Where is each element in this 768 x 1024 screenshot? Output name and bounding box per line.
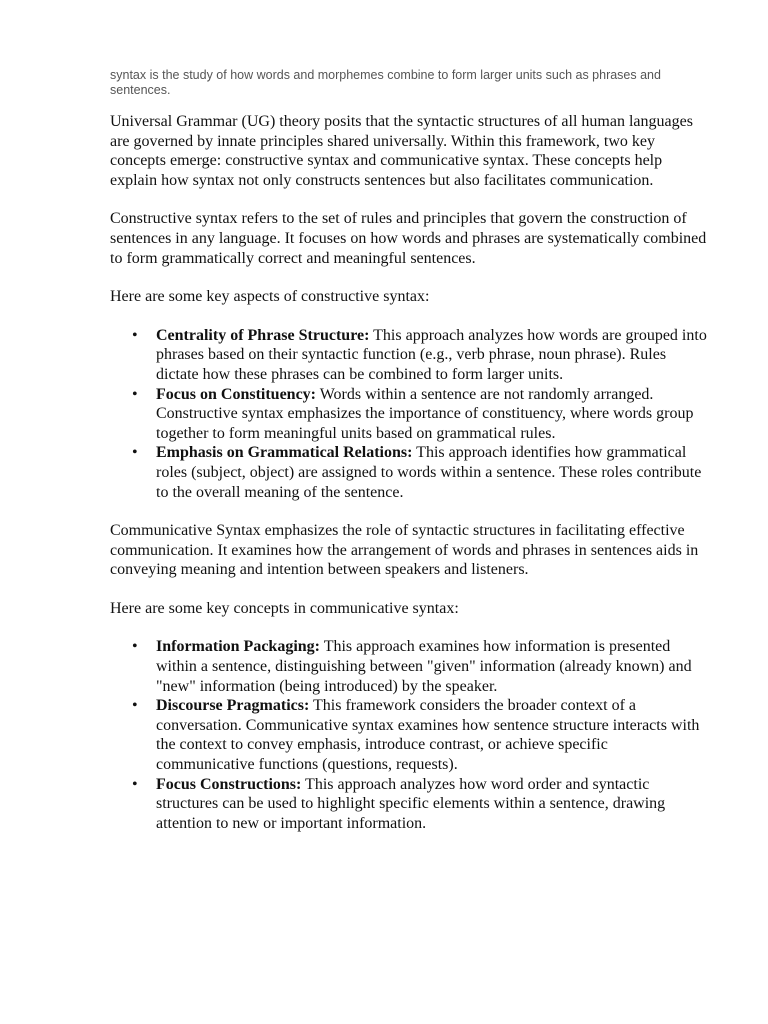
aspect-term: Focus on Constituency: (156, 385, 317, 403)
aspect-text: Words within a sentence are not randomly arranged. Constructive syntax emphasizes the importance of constituency, where words group together to form meaningful units based on grammatical rules. (156, 385, 694, 442)
communicative-concepts-list (110, 637, 710, 833)
bullet-icon: • (132, 638, 138, 656)
list-item (110, 385, 710, 444)
concept-text: This framework considers the broader context of a conversation. Communicative syntax examines how sentence structure interacts with the context to convey emphasis, introduce contrast, or achieve specific communicative functions (questions, requests). (156, 697, 700, 774)
constructive-aspects-lead: Here are some key aspects of constructive syntax: (110, 288, 430, 306)
concept-term: Discourse Pragmatics: (156, 697, 310, 715)
document-page (110, 68, 710, 852)
concept-text: This approach analyzes how word order and syntactic structures can be used to highlight specific elements within a sentence, drawing attention to new or important information. (156, 775, 666, 832)
communicative-concepts-lead: Here are some key concepts in communicative syntax: (110, 599, 459, 617)
bullet-icon: • (132, 385, 138, 403)
list-item (110, 443, 710, 502)
intro-snippet: syntax is the study of how words and morphemes combine to form larger units such as phrases and sentences. (110, 68, 661, 97)
concept-text: This approach examines how information is presented within a sentence, distinguishing between "given" information (already known) and "new" information (being introduced) by the speaker. (156, 638, 692, 695)
bullet-icon: • (132, 697, 138, 715)
paragraph-constructive-syntax: Constructive syntax refers to the set of rules and principles that govern the construction of sentences in any language. It focuses on how words and phrases are systematically combined to form grammatically correct and meaningful sentences. (110, 210, 707, 267)
concept-term: Information Packaging: (156, 638, 320, 656)
list-item (110, 696, 710, 774)
bullet-icon: • (132, 326, 138, 344)
list-item (110, 326, 710, 385)
paragraph-universal-grammar: Universal Grammar (UG) theory posits that the syntactic structures of all human languages are governed by innate principles shared universally. Within this framework, two key concepts emerge: constructive syntax and communicative syntax. These concepts help explain how syntax not only constructs sentences but also facilitates communication. (110, 113, 693, 189)
bullet-icon: • (132, 775, 138, 793)
aspect-text: This approach identifies how grammatical roles (subject, object) are assigned to words within a sentence. These roles contribute to the overall meaning of the sentence. (156, 444, 702, 501)
bullet-icon: • (132, 444, 138, 462)
aspect-text: This approach analyzes how words are grouped into phrases based on their syntactic function (e.g., verb phrase, noun phrase). Rules dictate how these phrases can be combined to form larger units. (156, 326, 707, 383)
constructive-aspects-list (110, 326, 710, 502)
paragraph-communicative-syntax: Communicative Syntax emphasizes the role of syntactic structures in facilitating effective communication. It examines how the arrangement of words and phrases in sentences aids in conveying meaning and intention between speakers and listeners. (110, 522, 699, 579)
aspect-term: Emphasis on Grammatical Relations: (156, 444, 413, 462)
list-item (110, 637, 710, 696)
concept-term: Focus Constructions: (156, 775, 302, 793)
aspect-term: Centrality of Phrase Structure: (156, 326, 370, 344)
list-item (110, 775, 710, 834)
